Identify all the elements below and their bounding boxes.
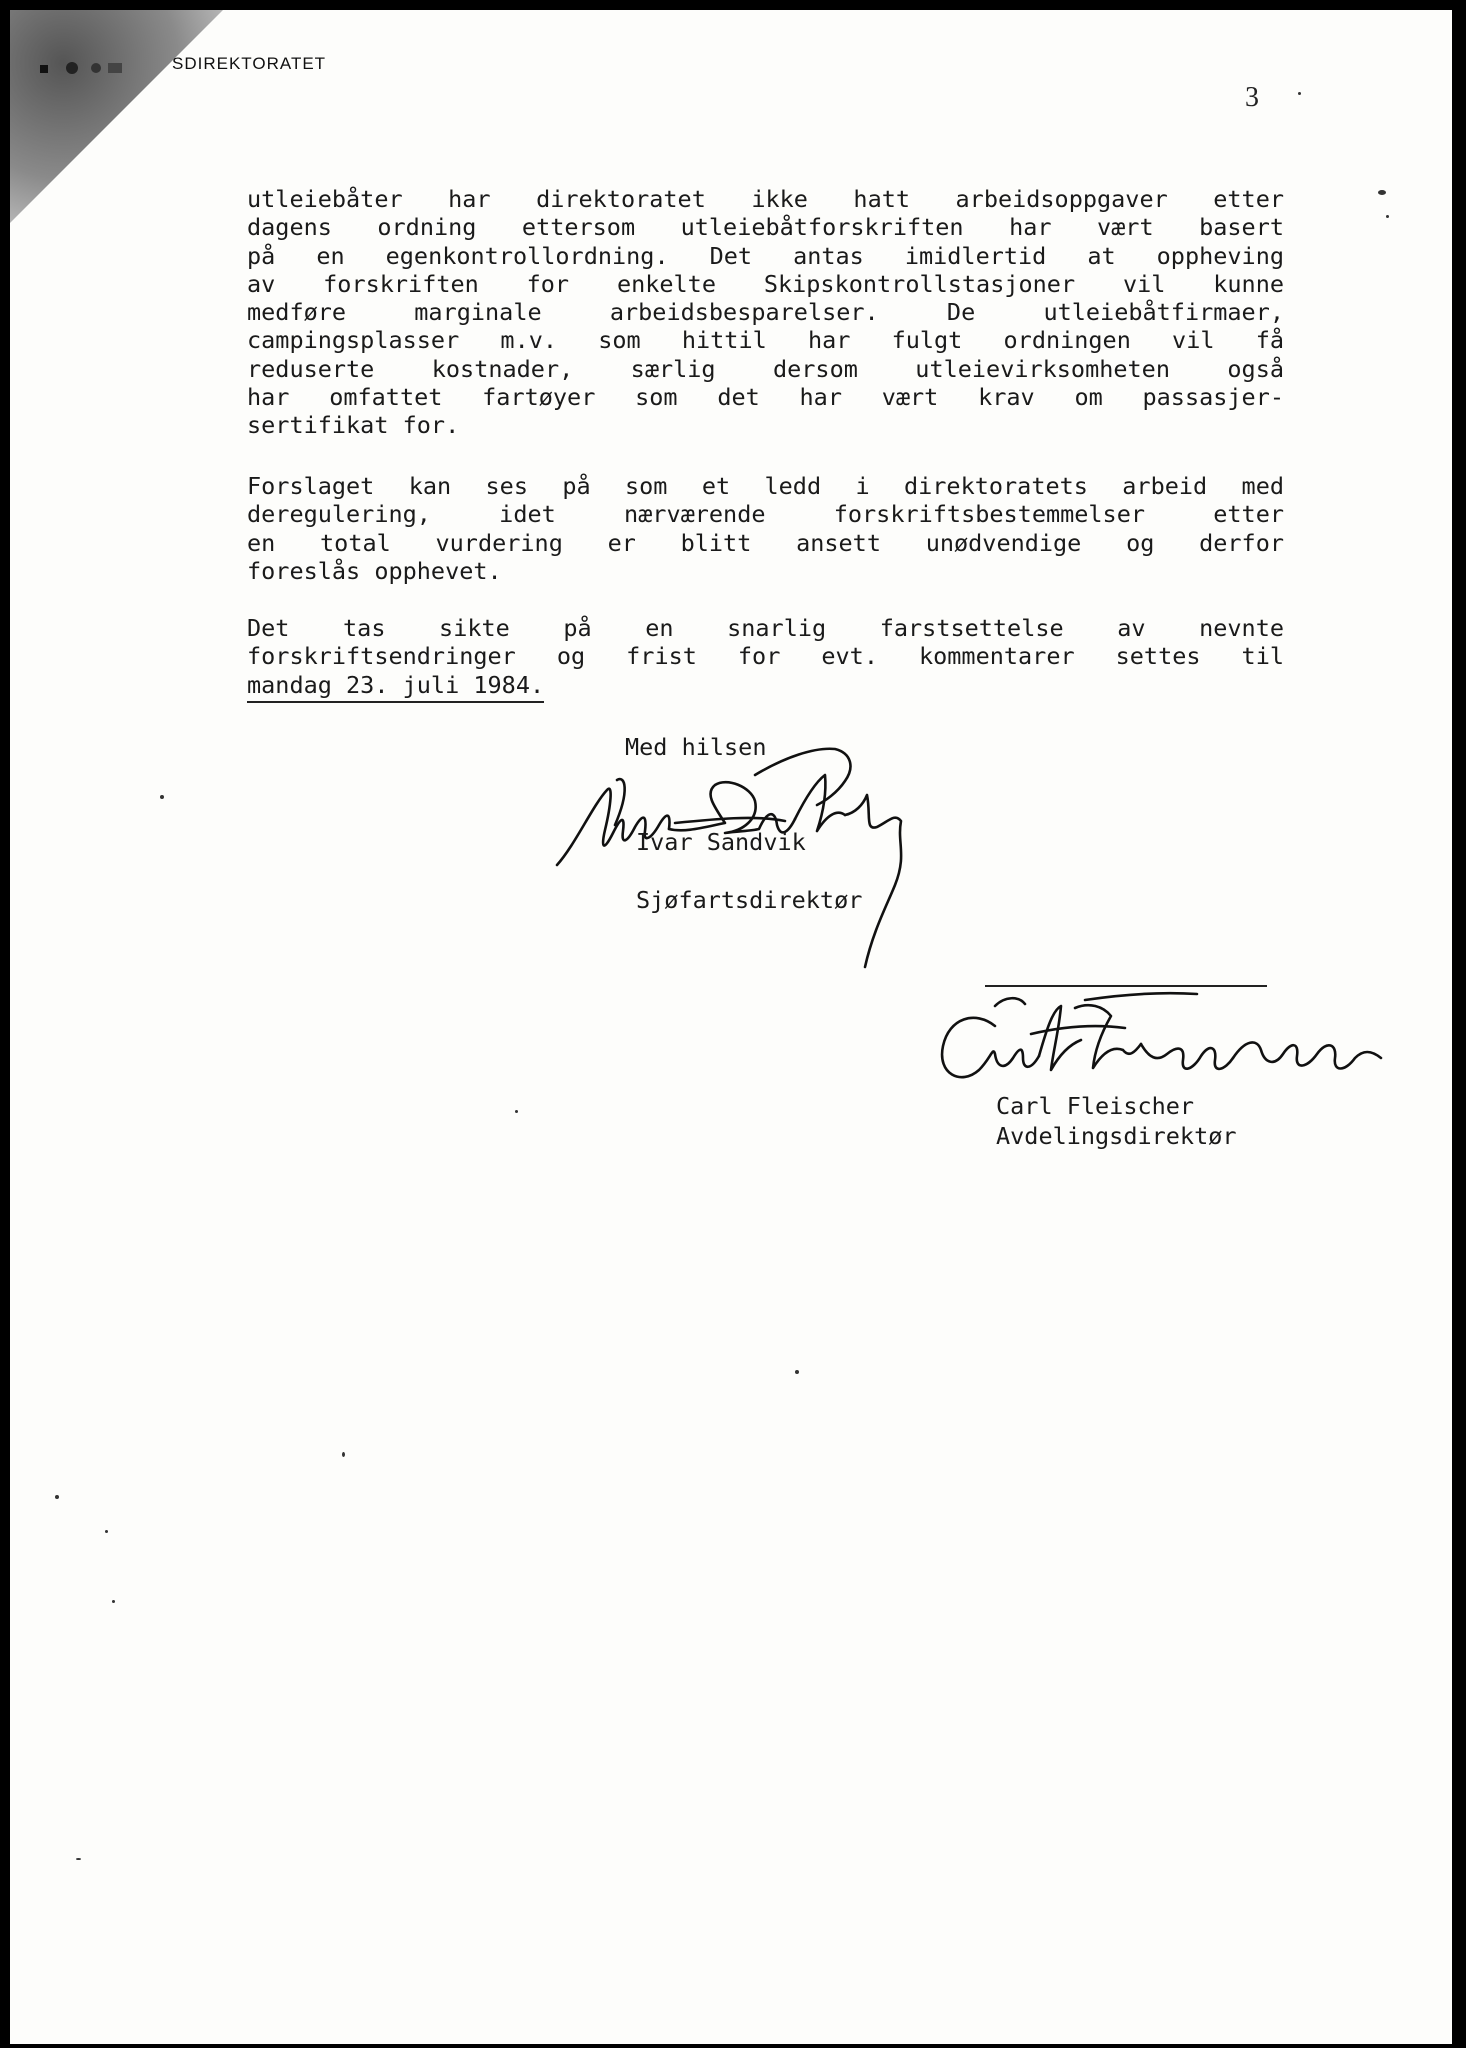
body-paragraph xyxy=(247,185,1284,440)
signature-carl-fleischer xyxy=(935,988,1390,1098)
body-paragraph xyxy=(247,472,1284,585)
signer1-name: Ivar Sandvik xyxy=(636,828,806,856)
signer2-title: Avdelingsdirektør xyxy=(996,1122,1237,1150)
text-line: deregulering, idet nærværende forskriftsbestemmelser etter xyxy=(247,500,1284,529)
text-line: Det tas sikte på en snarlig farstsettelse av nevnte xyxy=(247,614,1284,642)
scan-speck xyxy=(112,1600,115,1603)
text-line: forskriftsendringer og frist for evt. kommentarer settes til xyxy=(247,642,1284,671)
scan-speck xyxy=(1298,92,1301,95)
scan-speck xyxy=(160,795,164,799)
text-line: medføre marginale arbeidsbesparelser. De utleiebåtfirmaer, xyxy=(247,298,1284,327)
letterhead-logo-shadow xyxy=(10,10,240,240)
text-line: utleiebåter har direktoratet ikke hatt arbeidsoppgaver etter xyxy=(247,185,1284,213)
scan-speck xyxy=(795,1370,799,1374)
text-line xyxy=(247,671,1284,699)
text-line: dagens ordning ettersom utleiebåtforskriften har vært basert xyxy=(247,213,1284,242)
closing-greeting: Med hilsen xyxy=(625,733,767,761)
text-line: foreslås opphevet. xyxy=(247,556,502,585)
page-number: 3 xyxy=(1245,82,1259,113)
scan-speck xyxy=(1378,190,1386,195)
text-line: reduserte kostnader, særlig dersom utleievirksomheten også xyxy=(247,354,1284,383)
text-line: av forskriften for enkelte Skipskontrollstasjoner vil kunne xyxy=(247,269,1284,298)
text-line: en total vurdering er blitt ansett unødvendige og derfor xyxy=(247,528,1284,557)
text-line: har omfattet fartøyer som det har vært krav om passasjer- xyxy=(247,383,1284,412)
text-line: sertifikat for. xyxy=(247,411,460,440)
document-page xyxy=(10,10,1452,2044)
deadline-date: mandag 23. juli 1984. xyxy=(247,671,544,703)
letterhead-text: SDIREKTORATET xyxy=(172,54,327,73)
signer2-name: Carl Fleischer xyxy=(996,1092,1195,1120)
scan-speck xyxy=(1386,215,1389,218)
scan-speck xyxy=(55,1495,59,1499)
signer1-title: Sjøfartsdirektør xyxy=(636,886,863,914)
signature-line xyxy=(985,985,1267,987)
scan-speck xyxy=(105,1530,108,1533)
text-line: campingsplasser m.v. som hittil har fulgt ordningen vil få xyxy=(247,326,1284,355)
scan-speck xyxy=(342,1452,345,1457)
scan-speck xyxy=(515,1110,518,1113)
scan-speck xyxy=(76,1858,81,1860)
text-line: på en egenkontrollordning. Det antas imidlertid at oppheving xyxy=(247,241,1284,270)
body-paragraph xyxy=(247,614,1284,699)
text-line: Forslaget kan ses på som et ledd i direktoratets arbeid med xyxy=(247,472,1284,500)
